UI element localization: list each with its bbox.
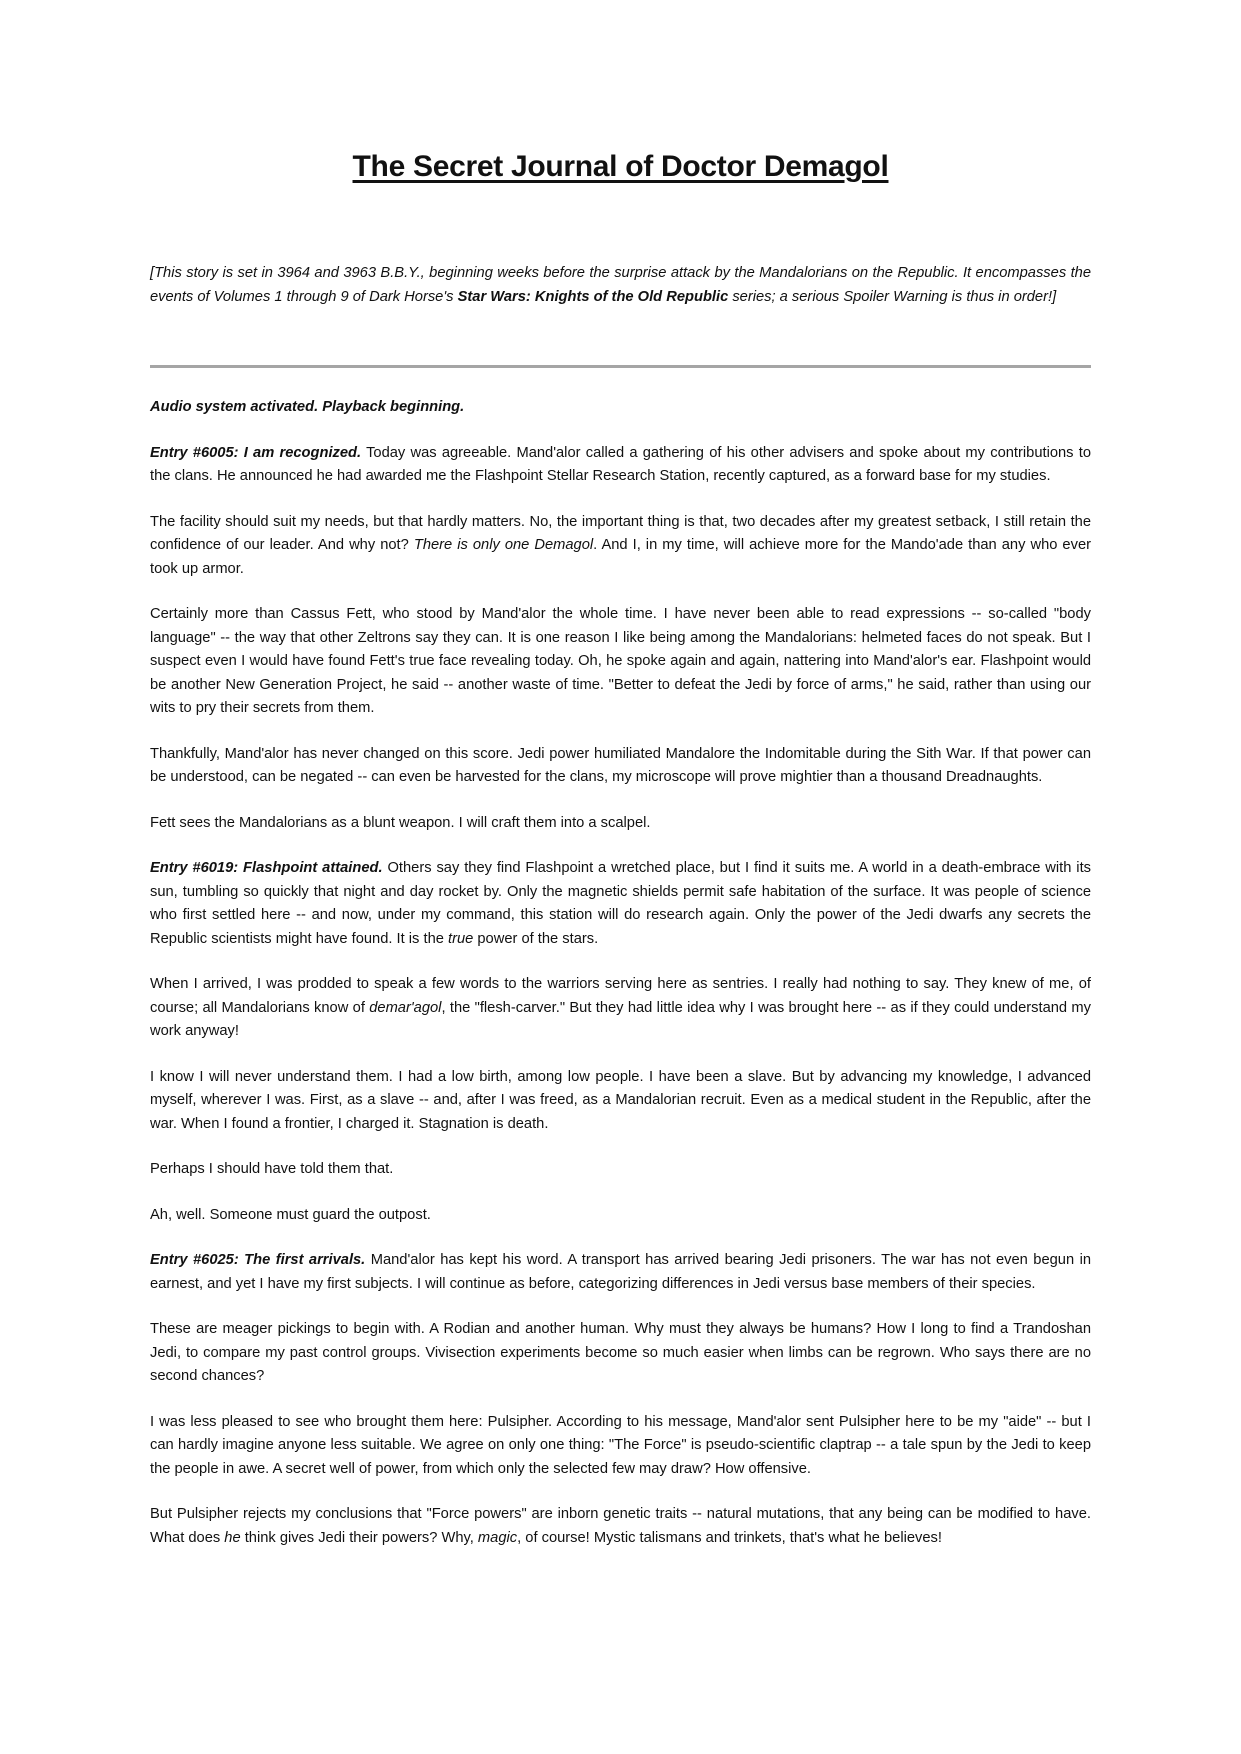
entry-paragraph: I know I will never understand them. I had a low birth, among low people. I have been a slave. But by advancing my knowledge, I advanced myself, wherever I was. First, as a slave -- and, after I was freed, as a Mandalorian recruit. Even as a medical student in the Republic, after the war. When I found a frontier, I charged it. Stagnation is death. bbox=[150, 1068, 1091, 1132]
entry-heading: Entry #6019: Flashpoint attained. bbox=[150, 860, 383, 876]
entry-paragraph: When I arrived, I was prodded to speak a few words to the warriors serving here as sentries. I really had nothing to say. They knew of me, of course; all Mandalorians know of demar'agol, the "flesh-carver." But they had little idea why I was brought here -- as if they could understand my work anyway! bbox=[150, 976, 1091, 1039]
entry-paragraph: I was less pleased to see who brought them here: Pulsipher. According to his message, Mand'alor sent Pulsipher here to be my "aide" -- but I can hardly imagine anyone less suitable. We agree on only one thing: "The Force" is pseudo-scientific claptrap -- a tale spun by the Jedi to keep the people in awe. A secret well of power, from which only the selected few may draw? How offensive. bbox=[150, 1413, 1091, 1477]
page-title: The Secret Journal of Doctor Demagol bbox=[352, 150, 889, 183]
journal-body bbox=[150, 396, 1091, 1572]
entry-heading: Entry #6025: The first arrivals. bbox=[150, 1252, 366, 1268]
audio-notice: Audio system activated. Playback beginning. bbox=[150, 399, 465, 415]
entry-paragraph: But Pulsipher rejects my conclusions that "Force powers" are inborn genetic traits -- natural mutations, that any being can be modified to have. What does he think gives Jedi their powers? Why, magic, of course! Mystic talismans and trinkets, that's what he believes! bbox=[150, 1506, 1091, 1546]
entry-paragraph: The facility should suit my needs, but that hardly matters. No, the important thing is that, two decades after my greatest setback, I still retain the confidence of our leader. And why not? There is only one Demagol. And I, in my time, will achieve more for the Mando'ade than any who ever took up armor. bbox=[150, 513, 1091, 577]
entry-paragraph: Fett sees the Mandalorians as a blunt weapon. I will craft them into a scalpel. bbox=[150, 814, 651, 831]
intro-text-end: series; a serious Spoiler Warning is thus in order!] bbox=[728, 288, 1057, 305]
entry-paragraph: Ah, well. Someone must guard the outpost. bbox=[150, 1206, 431, 1223]
horizontal-divider bbox=[150, 365, 1091, 368]
entry-paragraph: These are meager pickings to begin with. A Rodian and another human. Why must they always be humans? How I long to find a Trandoshan Jedi, to compare my past control groups. Vivisection experiments become so much easier when limbs can be regrown. Who says there are no second chances? bbox=[150, 1321, 1091, 1384]
entry-paragraph: Thankfully, Mand'alor has never changed on this score. Jedi power humiliated Mandalore the Indomitable during the Sith War. If that power can be understood, can be negated -- can even be harvested for the clans, my microscope will prove mightier than a thousand Dreadnaughts. bbox=[150, 745, 1091, 785]
series-title: Star Wars: Knights of the Old Republic bbox=[457, 288, 729, 305]
intro-text: [This story is set in 3964 and 3963 B.B.Y., beginning weeks before the surprise attack by the Mandalorians on the Republic. It encompasses the events of Volumes 1 through 9 of Dark Horse's bbox=[150, 265, 1091, 305]
intro-note bbox=[150, 262, 1091, 309]
entry-6019-paragraph: Entry #6019: Flashpoint attained. Others say they find Flashpoint a wretched place, but I find it suits me. A world in a death-embrace with its sun, tumbling so quickly that night and day rocket by. Only the magnetic shields permit safe habitation of the surface. It was people of science who first settled here -- and now, under my command, this station will do research again. Only the power of the Jedi dwarfs any secrets the Republic scientists might have found. It is the true power of the stars. bbox=[150, 860, 1091, 947]
entry-paragraph: Perhaps I should have told them that. bbox=[150, 1161, 394, 1177]
entry-paragraph: Certainly more than Cassus Fett, who stood by Mand'alor the whole time. I have never been able to read expressions -- so-called "body language" -- the way that other Zeltrons say they can. It is one reason I like being among the Mandalorians: helmeted faces do not speak. But I suspect even I would have found Fett's true face revealing today. Oh, he spoke again and again, nattering into Mand'alor's ear. Flashpoint would be another New Generation Project, he said -- another waste of time. "Better to defeat the Jedi by force of arms," he said, rather than using our wits to pry their secrets from them. bbox=[150, 606, 1091, 716]
entry-6025-paragraph: Entry #6025: The first arrivals. Mand'alor has kept his word. A transport has arrived bearing Jedi prisoners. The war has not even begun in earnest, and yet I have my first subjects. I will continue as before, categorizing differences in Jedi versus base members of their species. bbox=[150, 1252, 1091, 1292]
entry-heading: Entry #6005: I am recognized. bbox=[150, 444, 362, 461]
entry-6005-paragraph: Entry #6005: I am recognized. Today was agreeable. Mand'alor called a gathering of his other advisers and spoke about my contributions to the clans. He announced he had awarded me the Flashpoint Stellar Research Station, recently captured, as a forward base for my studies. bbox=[150, 444, 1091, 484]
